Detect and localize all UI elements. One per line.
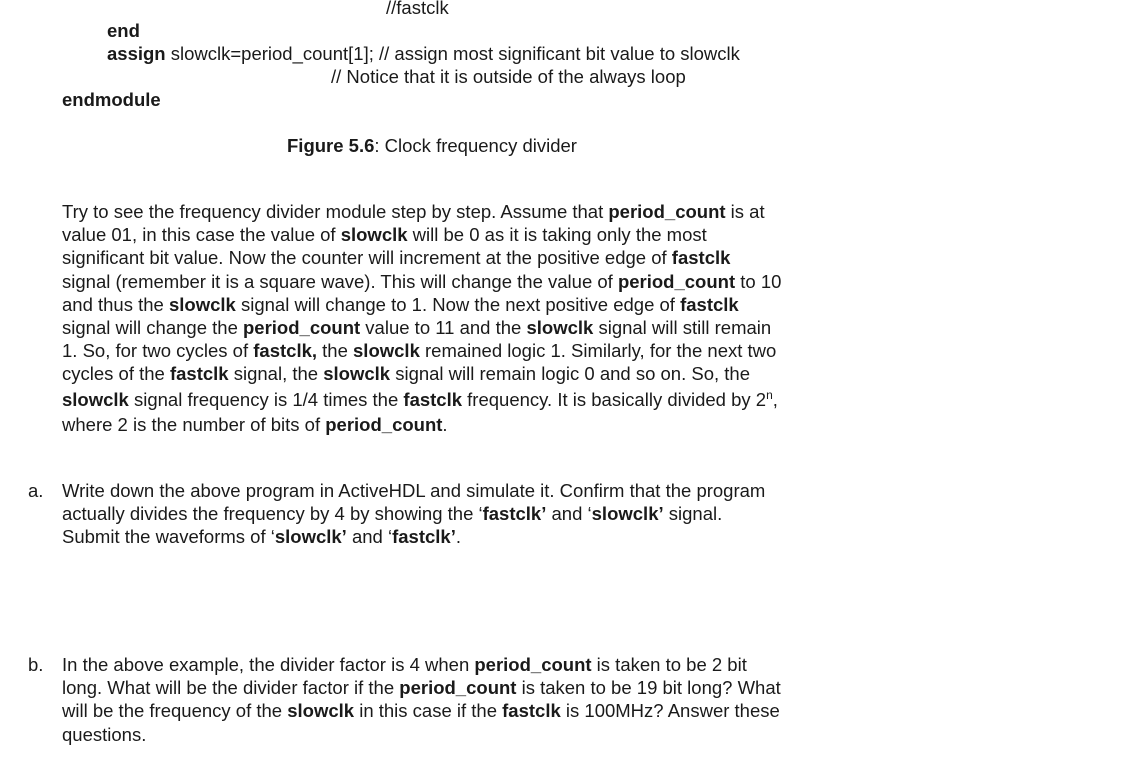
figure-caption: Figure 5.6: Clock frequency divider [287,135,577,156]
explanation-paragraph: Try to see the frequency divider module step by step. Assume that period_count is at value 01, in this case the value of slowclk will be 0 as it is taking only the most significant bit value. Now the counter will increment at the positive edge of fastclk signal (remember it is a square wave). This will change the value of period_count to 10 and thus the slowclk signal will change to 1. Now the next positive edge of fastclk signal will change the period_count value to 11 and the slowclk signal will still remain 1. So, for two cycles of fastclk, the slowclk remained logic 1. Similarly, for the next two cycles of the fastclk signal, the slowclk signal will remain logic 0 and so on. So, the slowclk signal frequency is 1/4 times the fastclk frequency. It is basically divided by 2$^n$, where 2 is the number of bits of period_count. [62,201,782,435]
question-b-marker: b. [28,654,44,675]
question-b-text: In the above example, the divider factor is 4 when period_count is taken to be 2 bit long. What will be the divider factor if the period_count is taken to be 19 bit long? What will be the frequency of the slowclk in this case if the fastclk is 100MHz? Answer these questions. [62,654,781,745]
question-a-marker: a. [28,480,44,501]
code-assign-statement: assign slowclk=period_count[1]; // assign most significant bit value to slowclk [107,43,740,64]
code-endmodule-keyword: endmodule [62,89,161,110]
figure-label: Figure 5.6 [287,135,375,156]
code-notice-comment: // Notice that it is outside of the always loop [331,66,686,87]
question-a-text: Write down the above program in ActiveHDL and simulate it. Confirm that the program actually divides the frequency by 4 by showing the ‘fastclk’ and ‘slowclk’ signal. Submit the waveforms of ‘slowclk’ and ‘fastclk’. [62,480,766,548]
code-end-keyword: end [107,20,140,41]
code-comment-fastclk: //fastclk [386,0,449,18]
